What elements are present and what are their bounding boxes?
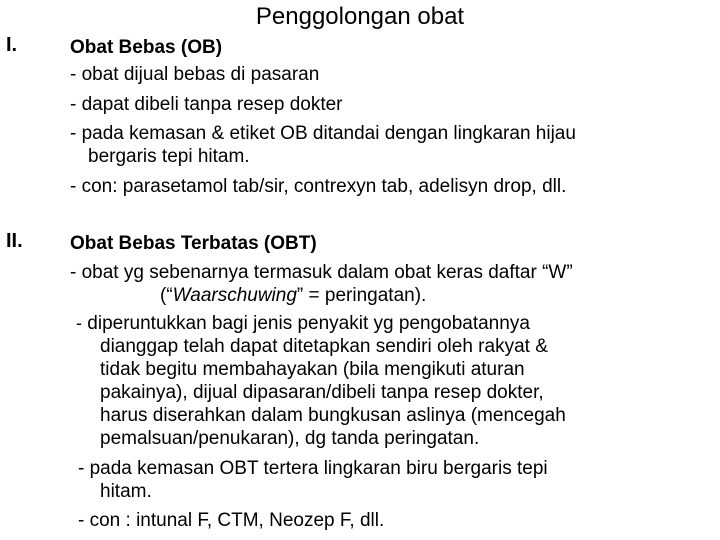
section-1-line: bergaris tepi hitam. <box>88 146 250 167</box>
section-2-line: - obat yg sebenarnya termasuk dalam obat keras daftar “W” <box>70 262 573 283</box>
section-2-heading: Obat Bebas Terbatas (OBT) <box>70 233 317 254</box>
section-2-line: harus diserahkan dalam bungkusan aslinya (mencegah <box>100 405 566 426</box>
section-1-line: - obat dijual bebas di pasaran <box>70 64 320 85</box>
section-1-line: - dapat dibeli tanpa resep dokter <box>70 94 343 115</box>
section-1-line: - pada kemasan & etiket OB ditandai dengan lingkaran hijau <box>70 123 576 144</box>
section-2-line: tidak begitu membahayakan (bila mengikuti aturan <box>100 359 525 380</box>
section-1-numeral: I. <box>6 34 18 56</box>
section-2-line: pakainya), dijual dipasaran/dibeli tanpa resep dokter, <box>100 382 544 403</box>
section-2-line-waarschuwing <box>160 285 426 307</box>
section-2-line: - con : intunal F, CTM, Neozep F, dll. <box>78 510 385 531</box>
section-2-line: hitam. <box>100 481 152 502</box>
section-2-line: dianggap telah dapat ditetapkan sendiri oleh rakyat & <box>100 336 548 357</box>
section-2-line <box>76 313 530 335</box>
waarschuwing-open: (“ <box>160 285 173 306</box>
section-1-heading: Obat Bebas (OB) <box>70 37 223 58</box>
section-2-line: - pada kemasan OBT tertera lingkaran biru bergaris tepi <box>78 458 548 479</box>
section-2-line: pemalsuan/penukaran), dg tanda peringatan. <box>100 428 480 449</box>
waarschuwing-close: ” = peringatan). <box>296 285 427 306</box>
section-2-numeral: II. <box>6 230 23 252</box>
section-2-dash: - <box>76 313 82 333</box>
section-2-line-text: diperuntukkan bagi jenis penyakit yg pengobatannya <box>87 313 530 334</box>
waarschuwing-term: Waarschuwing <box>172 285 297 306</box>
section-1-line: - con: parasetamol tab/sir, contrexyn tab, adelisyn drop, dll. <box>70 176 567 197</box>
page-title: Penggolongan obat <box>255 3 465 30</box>
